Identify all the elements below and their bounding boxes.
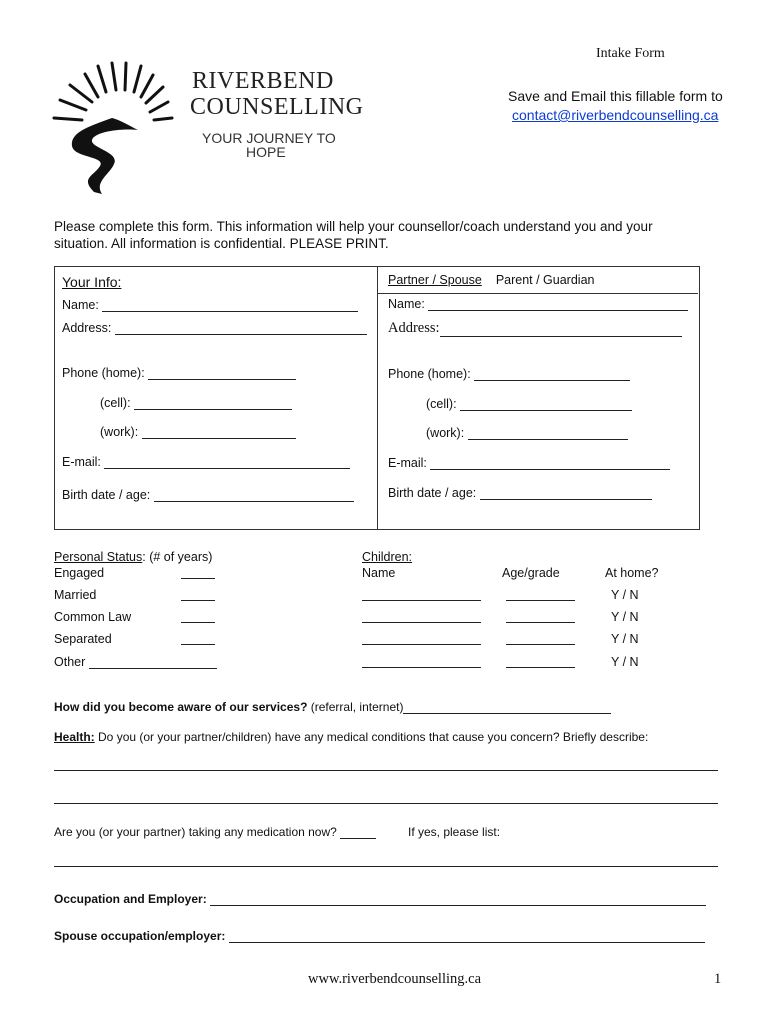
child-age-field[interactable] xyxy=(506,609,575,623)
child-name-field[interactable] xyxy=(362,587,481,601)
logo-tagline-line2: HOPE xyxy=(246,144,286,160)
partner-birth-field[interactable] xyxy=(388,486,652,500)
partner-type-selector[interactable] xyxy=(388,273,594,287)
child-name-field[interactable] xyxy=(362,631,481,645)
personal-status-heading xyxy=(54,550,212,564)
child-name-field[interactable] xyxy=(362,609,481,623)
partner-work-label: (work): xyxy=(426,426,465,440)
logo-name-line1: RIVERBEND xyxy=(192,68,334,94)
status-years-field[interactable] xyxy=(181,631,215,645)
parent-guardian-option[interactable]: Parent / Guardian xyxy=(495,273,595,287)
health-describe-line2[interactable] xyxy=(54,791,718,804)
info-box-divider xyxy=(377,266,378,529)
your-cell-label: (cell): xyxy=(100,396,131,410)
health-describe-line1[interactable] xyxy=(54,758,718,771)
your-address-field[interactable] xyxy=(62,321,367,335)
spouse-occupation-field[interactable] xyxy=(54,929,705,943)
status-row-label: Common Law xyxy=(54,610,132,624)
your-work-field[interactable] xyxy=(100,425,296,439)
medication-field[interactable] xyxy=(54,825,376,839)
children-heading: Children: xyxy=(362,550,413,564)
partner-spouse-option[interactable]: Partner / Spouse xyxy=(388,273,482,287)
partner-header-divider xyxy=(378,293,698,294)
child-age-field[interactable] xyxy=(506,631,575,645)
your-email-field[interactable] xyxy=(62,455,350,469)
your-phone-home-field[interactable] xyxy=(62,366,296,380)
your-birth-field[interactable] xyxy=(62,488,354,502)
intro-line1: Please complete this form. This information will help your counsellor/coach understand you and your xyxy=(54,219,653,234)
partner-address-field[interactable] xyxy=(388,320,682,337)
your-cell-field[interactable] xyxy=(100,396,292,410)
status-row-label: Engaged xyxy=(54,566,105,580)
your-address-label: Address: xyxy=(62,321,112,335)
intro-line2: situation. All information is confidential. PLEASE PRINT. xyxy=(54,236,389,251)
status-years-field[interactable] xyxy=(181,609,215,623)
children-col-age: Age/grade xyxy=(502,566,560,580)
your-name-field[interactable] xyxy=(62,298,358,312)
children-col-home: At home? xyxy=(605,566,659,580)
logo xyxy=(50,60,364,200)
email-link[interactable]: contact@riverbendcounselling.ca xyxy=(512,107,719,123)
partner-email-label: E-mail: xyxy=(388,456,427,470)
medication-list-line[interactable] xyxy=(54,854,718,867)
status-other-field[interactable] xyxy=(54,655,217,669)
child-at-home-yn[interactable]: Y / N xyxy=(611,588,639,602)
health-question: Do you (or your partner/children) have any medical conditions that cause you concern? Briefly describe: xyxy=(98,730,649,744)
logo-tagline-line1: YOUR JOURNEY TO xyxy=(202,130,336,146)
partner-name-label: Name: xyxy=(388,297,425,311)
personal-status-suffix: : (# of years) xyxy=(142,550,213,564)
children-col-name: Name xyxy=(362,566,396,580)
partner-name-field[interactable] xyxy=(388,297,688,311)
services-field[interactable] xyxy=(54,700,611,714)
partner-address-label: Address: xyxy=(388,320,440,336)
health-question-row xyxy=(54,730,648,744)
child-at-home-yn[interactable]: Y / N xyxy=(611,632,639,646)
your-name-label: Name: xyxy=(62,298,99,312)
sunrise-river-icon xyxy=(50,60,180,200)
status-years-field[interactable] xyxy=(181,587,215,601)
child-name-field[interactable] xyxy=(362,654,481,668)
child-at-home-yn[interactable]: Y / N xyxy=(611,655,639,669)
partner-phone-home-label: Phone (home): xyxy=(388,367,471,381)
your-phone-home-label: Phone (home): xyxy=(62,366,145,380)
partner-email-field[interactable] xyxy=(388,456,670,470)
personal-status-label: Personal Status xyxy=(54,550,143,564)
child-at-home-yn[interactable]: Y / N xyxy=(611,610,639,624)
status-years-field[interactable] xyxy=(181,565,215,579)
medication-question: Are you (or your partner) taking any medication now? xyxy=(54,825,337,839)
your-birth-label: Birth date / age: xyxy=(62,488,151,502)
form-title: Intake Form xyxy=(596,46,665,61)
child-age-field[interactable] xyxy=(506,654,575,668)
medication-if-yes: If yes, please list: xyxy=(408,825,501,839)
occupation-label: Occupation and Employer: xyxy=(54,892,207,906)
partner-cell-label: (cell): xyxy=(426,397,457,411)
child-age-field[interactable] xyxy=(506,587,575,601)
status-row-label: Separated xyxy=(54,632,112,646)
status-row-label: Other xyxy=(54,655,86,669)
save-instruction: Save and Email this fillable form to xyxy=(508,88,723,104)
your-work-label: (work): xyxy=(100,425,139,439)
your-info-heading: Your Info: xyxy=(62,274,122,290)
health-label: Health: xyxy=(54,730,95,744)
services-question: How did you become aware of our services? xyxy=(54,700,308,714)
partner-birth-label: Birth date / age: xyxy=(388,486,477,500)
occupation-field[interactable] xyxy=(54,892,706,906)
partner-cell-field[interactable] xyxy=(426,397,632,411)
services-hint: (referral, internet) xyxy=(310,700,404,714)
page-number: 1 xyxy=(714,971,722,987)
partner-work-field[interactable] xyxy=(426,426,628,440)
logo-name-line2: COUNSELLING xyxy=(190,94,364,120)
your-email-label: E-mail: xyxy=(62,455,101,469)
status-row-label: Married xyxy=(54,588,97,602)
spouse-occupation-label: Spouse occupation/employer: xyxy=(54,929,226,943)
footer-website: www.riverbendcounselling.ca xyxy=(308,971,482,987)
partner-phone-home-field[interactable] xyxy=(388,367,630,381)
